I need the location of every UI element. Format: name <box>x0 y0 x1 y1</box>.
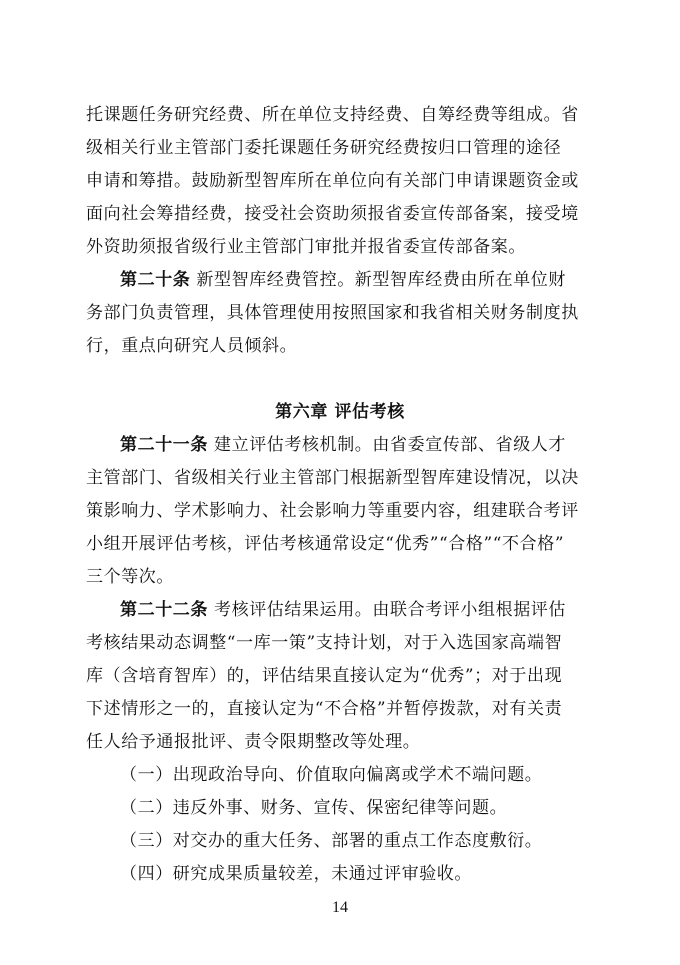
paragraph-line: 申请和筹措。鼓励新型智库所在单位向有关部门申请课题资金或 <box>86 171 579 191</box>
paragraph-line: 务部门负责管理，具体管理使用按照国家和我省相关财务制度执 <box>86 303 579 323</box>
list-item: （二）违反外事、财务、宣传、保密纪律等问题。 <box>120 798 508 818</box>
paragraph-line: 行，重点向研究人员倾斜。 <box>86 336 298 356</box>
article-label: 第二十条 <box>120 270 191 290</box>
paragraph-line: 小组开展评估考核，评估考核通常设定“优秀”“合格”“不合格” <box>86 534 565 554</box>
article-text: 考核评估结果运用。由联合考评小组根据评估 <box>208 600 567 620</box>
list-item: （三）对交办的重大任务、部署的重点工作态度敷衍。 <box>120 831 543 851</box>
article-21-first-line <box>120 433 630 457</box>
article-text: 建立评估考核机制。由省委宣传部、省级人才 <box>208 435 567 455</box>
paragraph-line: 策影响力、学术影响力、社会影响力等重要内容，组建联合考评 <box>86 501 579 521</box>
paragraph-line: 面向社会筹措经费，接受社会资助须报省委宣传部备案，接受境 <box>86 204 579 224</box>
paragraph-line: 级相关行业主管部门委托课题任务研究经费按归口管理的途径 <box>86 138 562 158</box>
article-label: 第二十二条 <box>120 600 208 620</box>
page-number: 14 <box>332 899 348 916</box>
paragraph-line: 主管部门、省级相关行业主管部门根据新型智库建设情况，以决 <box>86 468 579 488</box>
list-item: （一）出现政治导向、价值取向偏离或学术不端问题。 <box>120 765 543 785</box>
article-22-first-line <box>120 598 630 622</box>
list-item: （四）研究成果质量较差，未通过评审验收。 <box>120 864 472 884</box>
paragraph-line: 任人给予通报批评、责令限期整改等处理。 <box>86 732 421 752</box>
paragraph-line: 库（含培育智库）的，评估结果直接认定为“优秀”；对于出现 <box>86 666 563 686</box>
paragraph-line: 托课题任务研究经费、所在单位支持经费、自筹经费等组成。省 <box>86 105 579 125</box>
paragraph-line: 三个等次。 <box>86 567 174 587</box>
article-20-first-line <box>120 268 630 292</box>
chapter-heading: 第六章 评估考核 <box>275 402 405 422</box>
paragraph-line: 考核结果动态调整“一库一策”支持计划，对于入选国家高端智 <box>86 633 563 653</box>
paragraph-line: 外资助须报省级行业主管部门审批并报省委宣传部备案。 <box>86 237 526 257</box>
article-text: 新型智库经费管控。新型智库经费由所在单位财 <box>190 270 567 290</box>
article-label: 第二十一条 <box>120 435 208 455</box>
paragraph-line: 下述情形之一的，直接认定为“不合格”并暂停拨款，对有关责 <box>86 699 563 719</box>
